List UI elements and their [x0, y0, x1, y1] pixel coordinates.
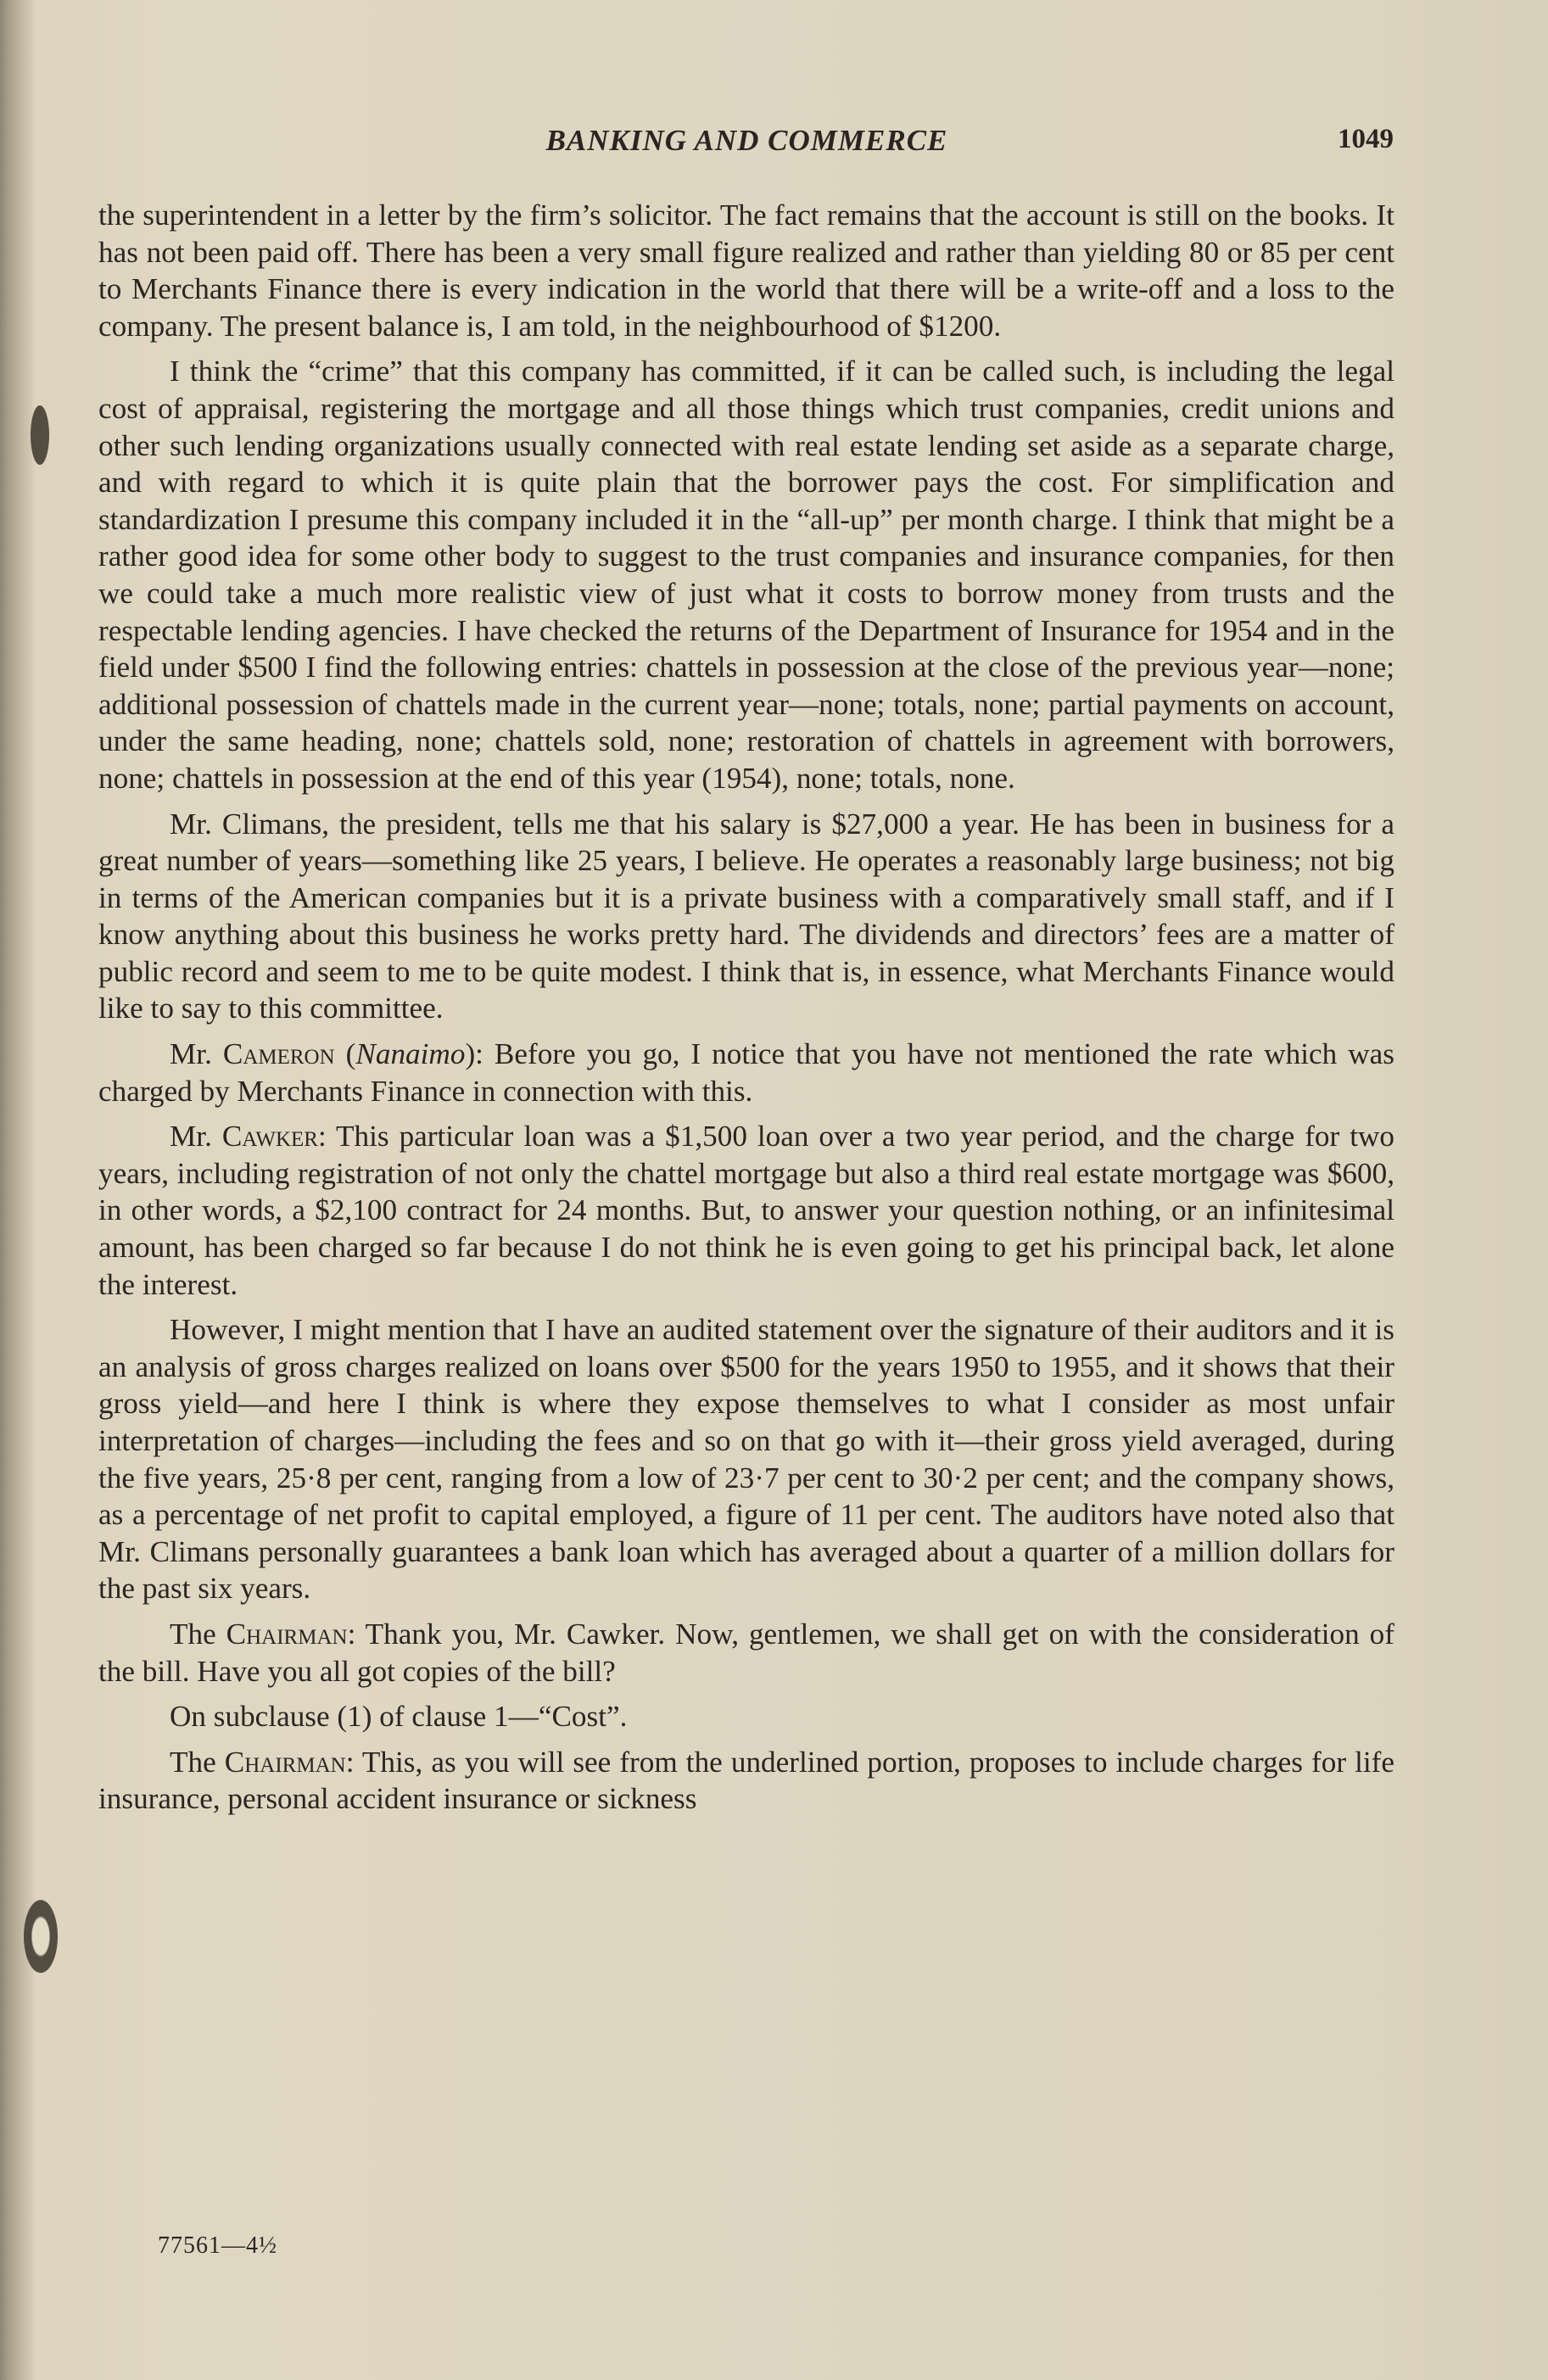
page-header	[100, 124, 1394, 163]
speaker-name: Chairman	[226, 1617, 348, 1651]
binding-hole	[24, 1900, 58, 1973]
paragraph	[98, 1616, 1394, 1690]
speaker-name: Chairman	[224, 1745, 346, 1779]
paragraph-text: : Before you go, I notice that you have not mentioned the rate which was charged by Merchants Finance in connection with this.	[98, 1037, 1394, 1108]
paragraph-text: : Thank you, Mr. Cawker. Now, gentlemen, we shall get on with the consideration of the bill. Have you all got copies of the bill?	[98, 1617, 1394, 1688]
paragraph	[98, 353, 1394, 796]
riding-name: Nanaimo	[355, 1037, 466, 1071]
paragraph-text: On subclause (1) of clause 1—“Cost”.	[170, 1700, 628, 1734]
running-title: BANKING AND COMMERCE	[545, 124, 948, 157]
speaker-name: Cawker	[221, 1120, 318, 1154]
body-text	[98, 197, 1394, 1826]
binding-hole	[31, 405, 49, 465]
paragraph-text: : This, as you will see from the underlined portion, proposes to include charges for life insurance, personal accident insurance or sickness	[98, 1745, 1394, 1816]
paragraph-text: I think the “crime” that this company has committed, if it can be called such, is including the legal cost of appraisal, registering the mortgage and all those things which trust companies, credit unions and other such lending organizations usually connected with real estate lending set aside as a separate charge, and with regard to which it is quite plain that the borrower pays the cost. For simplification and standardization I presume this company included it in the “all-up” per month charge. I think that might be a rather good idea for some other body to suggest to the trust companies and insurance companies, for then we could take a much more realistic view of just what it costs to borrow money from trusts and the respectable lending agencies. I have checked the returns of the Department of Insurance for 1954 and in the field under $500 I find the following entries: chattels in possession at the close of the previous year—none; additional possession of chattels made in the current year—none; totals, none; partial payments on account, under the same heading, none; chattels sold, none; restoration of chattels in agreement with borrowers, none; chattels in possession at the end of this year (1954), none; totals, none.	[98, 355, 1394, 795]
paragraph	[98, 1698, 1394, 1735]
speaker-prefix: Mr.	[170, 1037, 223, 1071]
paragraph	[98, 197, 1394, 344]
paragraph	[98, 1311, 1394, 1607]
speaker-name: Cameron	[222, 1037, 335, 1071]
paragraph-text: : This particular loan was a $1,500 loan over a two year period, and the charge for two years, including registration of not only the chattel mortgage but also a third real estate mortgage was $600, in other words, a $2,100 contract for 24 months. But, to answer your question nothing, or an infinitesimal amount, has been charged so far because I do not think he is even going to get his principal back, let alone the interest.	[98, 1120, 1394, 1301]
paragraph-text: the superintendent in a letter by the firm’s solicitor. The fact remains that the account is still on the books. It has not been paid off. There has been a very small figure realized and rather than yielding 80 or 85 per cent to Merchants Finance there is every indication in the world that there will be a write-off and a loss to the company. The present balance is, I am told, in the neighbourhood of $1200.	[98, 198, 1394, 343]
paragraph-text: Mr. Climans, the president, tells me that his salary is $27,000 a year. He has been in business for a great number of years—something like 25 years, I believe. He operates a reasonably large business; not big in terms of the American companies but it is a private business with a comparatively small staff, and if I know anything about this business he works pretty hard. The dividends and directors’ fees are a matter of public record and seem to me to be quite modest. I think that is, in essence, what Merchants Finance would like to say to this committee.	[98, 807, 1394, 1025]
paragraph: Mr. Cameron (Nanaimo): Before you go, I notice that you have not mentioned the rate which was charged by Merchants Finance in connection with this.	[98, 1037, 1394, 1108]
book-spine-shadow	[0, 0, 36, 2380]
paragraph	[98, 1118, 1394, 1303]
speaker-prefix: The	[170, 1617, 226, 1651]
paragraph	[98, 1744, 1394, 1818]
printer-signature-code: 77561—4½	[158, 2232, 277, 2259]
speaker-prefix: Mr.	[170, 1120, 222, 1154]
page-number: 1049	[1338, 124, 1394, 154]
paragraph-text: However, I might mention that I have an audited statement over the signature of their auditors and it is an analysis of gross charges realized on loans over $500 for the years 1950 to 1955, and it shows that their gross yield—and here I think is where they expose themselves to what I consider as most unfair interpretation of charges—including the fees and so on that go with it—their gross yield averaged, during the five years, 25·8 per cent, ranging from a low of 23·7 per cent to 30·2 per cent; and the company shows, as a percentage of net profit to capital employed, a figure of 11 per cent. The auditors have noted also that Mr. Climans personally guarantees a bank loan which has averaged about a quarter of a million dollars for the past six years.	[98, 1313, 1394, 1606]
paragraph	[98, 806, 1394, 1028]
speaker-prefix: The	[170, 1745, 225, 1779]
